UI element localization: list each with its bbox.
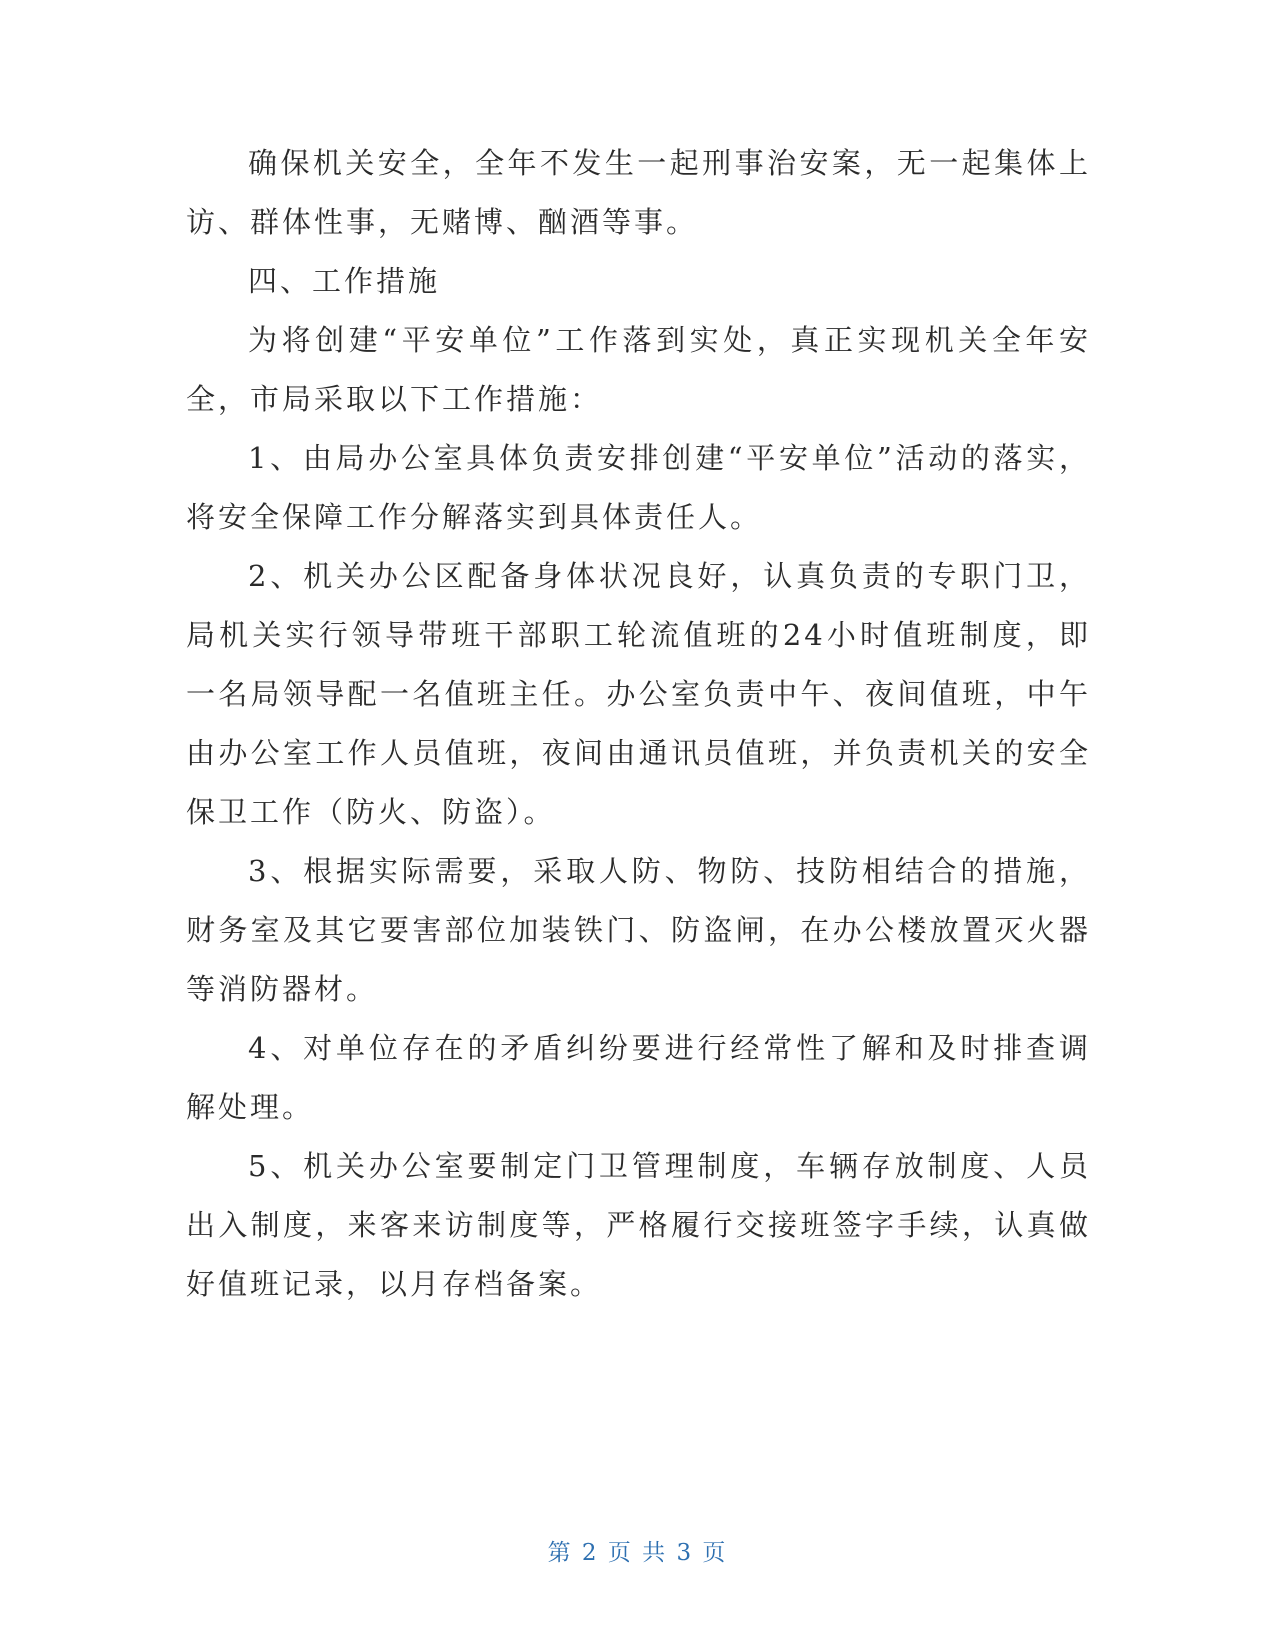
- paragraph-measure-5: 5、机关办公室要制定门卫管理制度，车辆存放制度、人员出入制度，来客来访制度等，严格履行交接班签字手续，认真做好值班记录，以月存档备案。: [186, 1149, 1091, 1301]
- paragraph-security-goal: 确保机关安全，全年不发生一起刑事治安案，无一起集体上访、群体性事，无赌博、酗酒等事。: [186, 146, 1091, 239]
- section-heading-work-measures: 四、工作措施: [248, 264, 441, 298]
- document-body: [186, 134, 1091, 1314]
- paragraph-measures-intro: 为将创建“平安单位”工作落到实处，真正实现机关全年安全，市局采取以下工作措施：: [186, 323, 1091, 416]
- paragraph-measure-2: 2、机关办公区配备身体状况良好，认真负责的专职门卫，局机关实行领导带班干部职工轮流值班的24小时值班制度，即一名局领导配一名值班主任。办公室负责中午、夜间值班，中午由办公室工作人员值班，夜间由通讯员值班，并负责机关的安全保卫工作（防火、防盗）。: [186, 559, 1091, 829]
- paragraph-measure-4: 4、对单位存在的矛盾纠纷要进行经常性了解和及时排查调解处理。: [186, 1031, 1091, 1124]
- page-number-footer: 第 2 页 共 3 页: [547, 1540, 728, 1566]
- paragraph-measure-3: 3、根据实际需要，采取人防、物防、技防相结合的措施，财务室及其它要害部位加装铁门、防盗闸，在办公楼放置灭火器等消防器材。: [186, 854, 1091, 1006]
- paragraph-measure-1: 1、由局办公室具体负责安排创建“平安单位”活动的落实，将安全保障工作分解落实到具体责任人。: [186, 441, 1091, 534]
